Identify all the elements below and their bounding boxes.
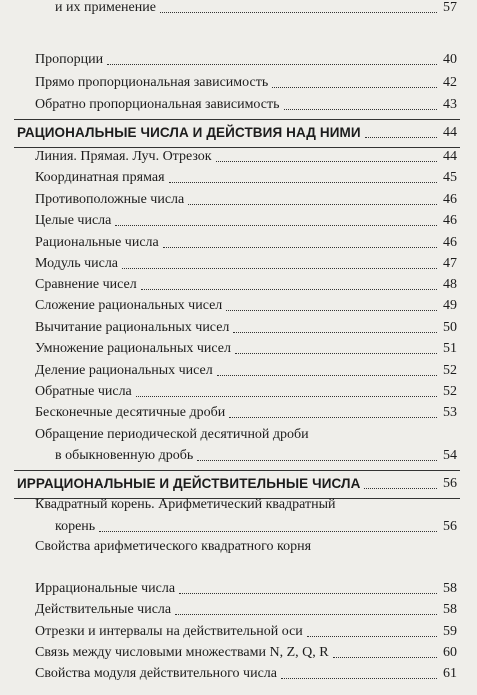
toc-entry-label: Свойства модуля действительного числа [35, 666, 278, 681]
page-number: 46 [443, 213, 457, 228]
toc-entry-label: Бесконечные десятичные дроби [35, 405, 226, 420]
page-number: 48 [443, 277, 457, 292]
toc-entry-label: Деление рациональных чисел [35, 363, 213, 378]
dot-leader [141, 289, 437, 290]
toc-entry[interactable] [35, 277, 457, 293]
toc-entry-label: Прямо пропорциональная зависимость [35, 75, 269, 90]
page-number: 56 [443, 476, 457, 491]
toc-entry-label: Обратные числа [35, 384, 132, 399]
page-number: 43 [443, 97, 457, 112]
section-rule-top [14, 119, 460, 120]
toc-entry[interactable] [35, 170, 457, 186]
dot-leader [226, 310, 437, 311]
toc-entry[interactable] [35, 149, 457, 165]
page-number: 58 [443, 602, 457, 617]
toc-entry-label: Связь между числовыми множествами N, Z, Q, R [35, 645, 329, 660]
toc-entry[interactable] [35, 341, 457, 357]
page-number: 54 [443, 448, 457, 463]
page-number: 50 [443, 320, 457, 335]
page-number: 44 [443, 149, 457, 164]
dot-leader [233, 332, 437, 333]
dot-leader [229, 417, 437, 418]
page-number: 45 [443, 170, 457, 185]
toc-entry-line2[interactable] [55, 519, 457, 535]
dot-leader [136, 396, 437, 397]
page-number: 60 [443, 645, 457, 660]
toc-entry[interactable] [35, 235, 457, 251]
toc-entry[interactable] [35, 405, 457, 421]
toc-entry-label: Координатная прямая [35, 170, 165, 185]
dot-leader [169, 182, 437, 183]
toc-entry[interactable] [35, 75, 457, 91]
toc-entry[interactable] [35, 320, 457, 336]
dot-leader [188, 204, 437, 205]
dot-leader [284, 109, 438, 110]
toc-entry[interactable] [35, 666, 457, 682]
dot-leader [281, 678, 437, 679]
page-number: 58 [443, 581, 457, 596]
page-number: 47 [443, 256, 457, 271]
dot-leader [163, 247, 437, 248]
toc-entry-line1[interactable] [35, 497, 457, 513]
toc-entry-label: Обратно пропорциональная зависимость [35, 97, 280, 112]
section-rule-top [14, 470, 460, 471]
page-number: 49 [443, 298, 457, 313]
dot-leader [235, 353, 437, 354]
page-number: 51 [443, 341, 457, 356]
dot-leader [99, 531, 437, 532]
section-rule-bottom [14, 147, 460, 148]
page-number: 57 [443, 0, 457, 15]
page-number: 46 [443, 235, 457, 250]
dot-leader [175, 614, 437, 615]
toc-entry-line2[interactable] [55, 0, 457, 16]
dot-leader [217, 375, 437, 376]
toc-entry[interactable] [35, 645, 457, 661]
dot-leader [122, 268, 437, 269]
dot-leader [216, 161, 437, 162]
toc-entry-label: Действительные числа [35, 602, 172, 617]
dot-leader [272, 87, 437, 88]
page-number: 42 [443, 75, 457, 90]
toc-entry-label-continued: и их применение [55, 0, 156, 15]
toc-entry-label: Умножение рациональных чисел [35, 341, 231, 356]
toc-section[interactable] [17, 476, 457, 492]
toc-entry-label: Рациональные числа [35, 235, 159, 250]
page-number: 52 [443, 384, 457, 399]
toc-entry-label: Обращение периодической десятичной дроби [35, 427, 309, 442]
dot-leader [333, 657, 437, 658]
toc-entry-label-continued: корень [55, 519, 96, 534]
page-number: 40 [443, 52, 457, 67]
toc-entry-label: Отрезки и интервалы на действительной оси [35, 624, 303, 639]
toc-entry[interactable] [35, 256, 457, 272]
toc-entry-label: Линия. Прямая. Луч. Отрезок [35, 149, 212, 164]
toc-entry-label: Пропорции [35, 52, 104, 67]
toc-entry-label: Модуль числа [35, 256, 119, 271]
toc-entry[interactable] [35, 581, 457, 597]
toc-entry[interactable] [35, 363, 457, 379]
toc-entry-label-continued: в обыкновенную дробь [55, 448, 194, 463]
toc-section[interactable] [17, 125, 457, 141]
toc-entry[interactable] [35, 52, 457, 68]
toc-entry-label: Иррациональные числа [35, 581, 176, 596]
toc-entry[interactable] [35, 384, 457, 400]
dot-leader [115, 225, 437, 226]
toc-entry-label: Сложение рациональных чисел [35, 298, 223, 313]
toc-entry[interactable] [35, 624, 457, 640]
toc-entry-label: Вычитание рациональных чисел [35, 320, 230, 335]
toc-entry[interactable] [35, 602, 457, 618]
toc-section-title: ИРРАЦИОНАЛЬНЫЕ И ДЕЙСТВИТЕЛЬНЫЕ ЧИСЛА [17, 476, 361, 491]
dot-leader [197, 460, 437, 461]
toc-section-title: РАЦИОНАЛЬНЫЕ ЧИСЛА И ДЕЙСТВИЯ НАД НИМИ [17, 125, 361, 140]
toc-entry[interactable] [35, 97, 457, 113]
page-number: 56 [443, 519, 457, 534]
toc-entry-label: Противоположные числа [35, 192, 185, 207]
dot-leader [307, 636, 437, 637]
toc-entry-label: Свойства арифметического квадратного корня [35, 539, 312, 554]
page-number: 46 [443, 192, 457, 207]
dot-leader [179, 593, 437, 594]
page-number: 53 [443, 405, 457, 420]
page-number: 59 [443, 624, 457, 639]
toc-entry[interactable] [35, 298, 457, 314]
dot-leader [107, 64, 437, 65]
dot-leader [364, 488, 437, 489]
toc-entry[interactable] [35, 192, 457, 208]
page-number: 52 [443, 363, 457, 378]
toc-entry[interactable] [35, 213, 457, 229]
page-number: 61 [443, 666, 457, 681]
toc-entry-line1[interactable] [35, 539, 457, 555]
dot-leader [365, 137, 437, 138]
toc-entry-label: Целые числа [35, 213, 112, 228]
dot-leader [160, 12, 437, 13]
toc-entry-label: Квадратный корень. Арифметический квадратный [35, 497, 336, 512]
toc-entry-line2[interactable] [55, 448, 457, 464]
toc-entry-label: Сравнение чисел [35, 277, 137, 292]
toc-entry-line1[interactable] [35, 427, 457, 443]
page-number: 44 [443, 125, 457, 140]
